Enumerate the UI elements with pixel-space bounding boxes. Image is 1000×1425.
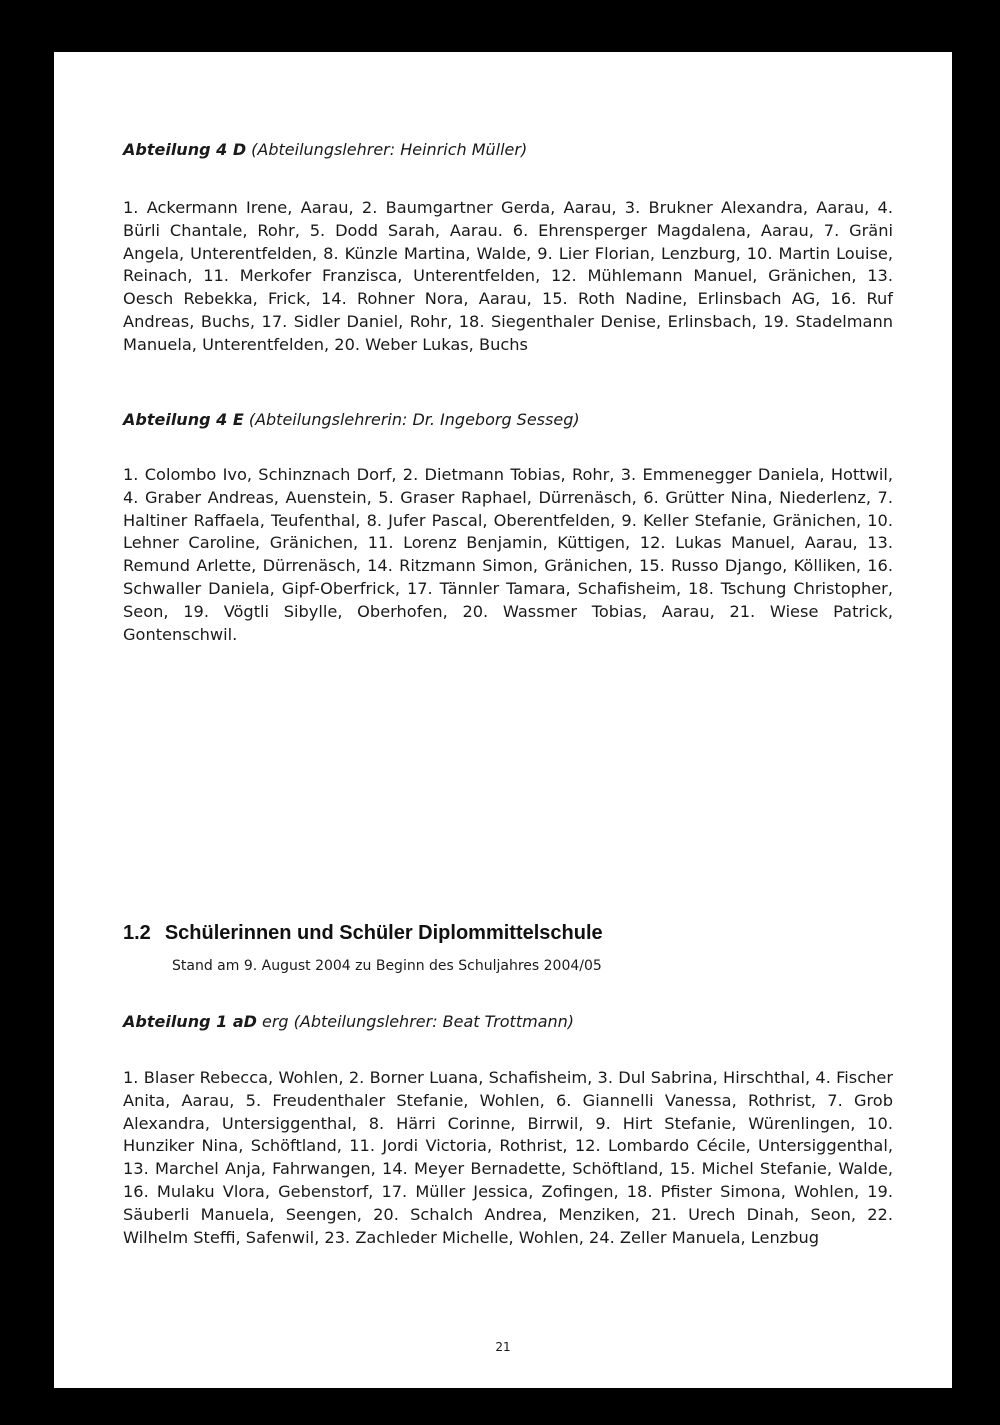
- chapter-subtitle: Stand am 9. August 2004 zu Beginn des Schuljahres 2004/05: [172, 958, 602, 974]
- page-number: 21: [495, 1340, 511, 1354]
- chapter-title: [123, 922, 603, 945]
- section-heading-1ad-bold: Abteilung 1 aD: [123, 1012, 257, 1031]
- section-heading-4d-rest: (Abteilungslehrer: Heinrich Müller): [246, 140, 528, 159]
- section-body-1ad: 1. Blaser Rebecca, Wohlen, 2. Borner Luana, Schafisheim, 3. Dul Sabrina, Hirschthal, 4. Fischer Anita, Aarau, 5. Freudenthaler Stefanie, Wohlen, 6. Giannelli Vanessa, Rothrist, 7. Grob Alexandra, Untersiggenthal, 8. Härri Corinne, Birrwil, 9. Hirt Stefanie, Würenlingen, 10. Hunziker Nina, Schöftland, 11. Jordi Victoria, Rothrist, 12. Lombardo Cécile, Untersiggenthal, 13. Marchel Anja, Fahrwangen, 14. Meyer Bernadette, Schöftland, 15. Michel Stefanie, Walde, 16. Mulaku Vlora, Gebenstorf, 17. Müller Jessica, Zofingen, 18. Pfister Simona, Wohlen, 19. Säuberli Manuela, Seengen, 20. Schalch Andrea, Menziken, 21. Urech Dinah, Seon, 22. Wilhelm Steffi, Safenwil, 23. Zachleder Michelle, Wohlen, 24. Zeller Manuela, Lenzbug: [123, 1068, 893, 1247]
- section-heading-4e-rest: (Abteilungslehrerin: Dr. Ingeborg Sesseg): [243, 410, 580, 429]
- chapter-number: 1.2: [123, 922, 151, 944]
- section-heading-4e-bold: Abteilung 4 E: [123, 410, 244, 429]
- section-body-4d: 1. Ackermann Irene, Aarau, 2. Baumgartner Gerda, Aarau, 3. Brukner Alexandra, Aarau, 4. Bürli Chantale, Rohr, 5. Dodd Sarah, Aarau. 6. Ehrensperger Magdalena, Aarau, 7. Gräni Angela, Unterentfelden, 8. Künzle Martina, Walde, 9. Lier Florian, Lenzburg, 10. Martin Louise, Reinach, 11. Merkofer Franzisca, Unterentfelden, 12. Mühlemann Manuel, Gränichen, 13. Oesch Rebekka, Frick, 14. Rohner Nora, Aarau, 15. Roth Nadine, Erlinsbach AG, 16. Ruf Andreas, Buchs, 17. Sidler Daniel, Rohr, 18. Siegenthaler Denise, Erlinsbach, 19. Stadelmann Manuela, Unterentfelden, 20. Weber Lukas, Buchs: [123, 198, 893, 354]
- section-heading-4d: [123, 140, 527, 159]
- section-heading-1ad: [123, 1012, 574, 1031]
- section-body-4e: 1. Colombo Ivo, Schinznach Dorf, 2. Dietmann Tobias, Rohr, 3. Emmenegger Daniela, Hottwil, 4. Graber Andreas, Auenstein, 5. Graser Raphael, Dürrenäsch, 6. Grütter Nina, Niederlenz, 7. Haltiner Raffaela, Teufenthal, 8. Jufer Pascal, Oberentfelden, 9. Keller Stefanie, Gränichen, 10. Lehner Caroline, Gränichen, 11. Lorenz Benjamin, Küttigen, 12. Lukas Manuel, Aarau, 13. Remund Arlette, Dürrenäsch, 14. Ritzmann Simon, Gränichen, 15. Russo Django, Kölliken, 16. Schwaller Daniela, Gipf-Oberfrick, 17. Tännler Tamara, Schafisheim, 18. Tschung Christopher, Seon, 19. Vögtli Sibylle, Oberhofen, 20. Wassmer Tobias, Aarau, 21. Wiese Patrick, Gontenschwil.: [123, 465, 893, 644]
- section-heading-4d-bold: Abteilung 4 D: [123, 140, 247, 159]
- document-page: [54, 52, 952, 1388]
- section-heading-1ad-rest: erg (Abteilungslehrer: Beat Trottmann): [256, 1012, 575, 1031]
- section-heading-4e: [123, 410, 580, 429]
- chapter-title-text: Schülerinnen und Schüler Diplommittelschule: [164, 922, 603, 944]
